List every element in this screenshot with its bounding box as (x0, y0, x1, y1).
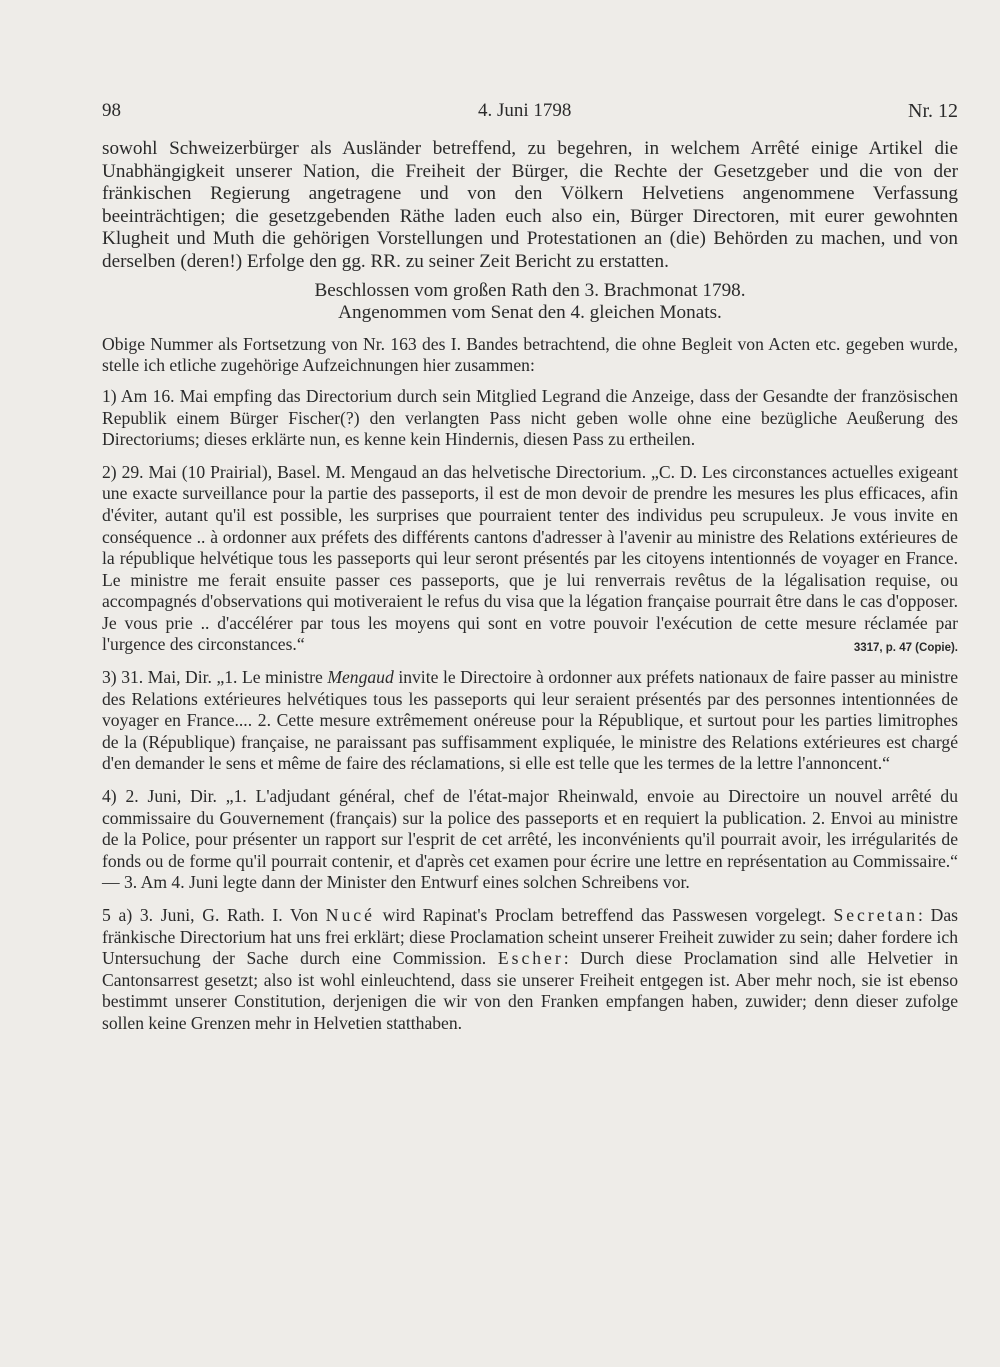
note-item-5a-start: 5 a) 3. Juni, G. Rath. I. Von (102, 905, 326, 925)
note-item-5a (102, 905, 958, 1035)
speaker-secretan: Secretan (833, 905, 919, 925)
note-item-2 (102, 462, 958, 656)
page-header (102, 100, 958, 132)
editor-intro: Obige Nummer als Fortsetzung von Nr. 163 des I. Bandes betrachtend, die ohne Begleit von Acten etc. gegeben wurde, stelle ich etliche zugehörige Aufzeichnungen hier zusammen: (102, 333, 958, 376)
note-item-3-start: 3) 31. Mai, Dir. „1. Le ministre (102, 667, 328, 688)
document-body (102, 138, 958, 1035)
note-item-3-rest: invite le Directoire à ordonner aux préfets nationaux de faire passer au ministre des Relations extérieures helvétiques tous les passeports qui leur seraient présentés par des personnes intentionnées de voyager en France.... 2. Cette mesure extrêmement onéreuse pour la République, et surtout pour les parties limitrophes de la (République) française, ne paraissant pas suffisamment expliquée, le ministre des Relations extérieures est chargé d'en demander le sens et même de faire des réclamations, si elle est telle que les termes de la lettre l'annoncent.“ (102, 667, 958, 774)
note-item-1: 1) Am 16. Mai empfing das Directorium durch sein Mitglied Legrand die Anzeige, dass der Gesandte der französischen Republik einem Bürger Fischer(?) den verlangten Pass nicht geben wolle ohne eine bezügliche Aeußerung des Directoriums; dieses erklärte nun, es kenne kein Hindernis, diesen Pass zu ertheilen. (102, 385, 958, 450)
page-number: 98 (102, 100, 121, 121)
note-item-5a-part2: wird Rapinat's Proclam betreffend das Passwesen vorgelegt. (374, 905, 834, 925)
speaker-escher: Escher (497, 948, 564, 969)
resolution-line: Beschlossen vom großen Rath den 3. Brachmonat 1798. (314, 279, 746, 301)
paragraph-continuation: sowohl Schweizerbürger als Ausländer betreffend, zu begehren, in welchem Arrêté einige Artikel die Unabhängigkeit unserer Nation, die Freiheit der Bürger, die Rechte der Gesetzgeber und die von der fränkischen Regierung angetragene und von den Völkern Helvetiens angenommene Verfassung beeinträchtigen; die gesetzgebenden Räthe laden euch also ein, Bürger Directoren, mit eurer gewohnten Klugheit und Muth die gehörigen Vorstellungen und Protestationen an (die) Behörden zu machen, und von derselben (deren!) Erfolge den gg. RR. zu seiner Zeit Bericht zu erstatten. (102, 138, 958, 272)
note-item-2-text: 2) 29. Mai (10 Prairial), Basel. M. Mengaud an das helvetische Directorium. „C. D. Les circonstances actuelles exigeant une exacte surveillance pour la partie des passeports, il est de mon devoir de prendre les mesures les plus efficaces, afin d'éviter, autant qu'il est possible, les surprises que pourraient tenter des individus peu scrupuleux. Je vous invite en conséquence .. à ordonner aux préfets des différents cantons d'adresser à l'avenir au ministre des Relations extérieures de la république helvétique tous les passeports qui leur seront présentés par les citoyens intentionnés de voyager en France. Le ministre me ferait ensuite passer ces passeports, que je lui renverrais revêtus de la légalisation requise, ou accompagnés d'observations qui motiveraient le refus du visa que la légation française pourrait être dans le cas d'opposer. Je vous prie .. d'accélérer par tous les moyens qui sont en votre pouvoir l'exécution de cette mesure réclamée par l'urgence des circonstances.“ (102, 461, 958, 655)
note-item-4: 4) 2. Juni, Dir. „1. L'adjudant général, chef de l'état-major Rheinwald, envoie au Directoire un nouvel arrêté du commissaire du Gouvernement (français) sur la police des passeports et en requiert la publication. 2. Envoi au ministre de la Police, pour présenter un rapport sur l'esprit de cet arrêté, les inconvénients qu'il pourrait avoir, les irrégularités de fonds ou de forme qu'il pourrait contenir, et d'après cet examen pour écrire une lettre en représentation au Commissaire.“ — 3. Am 4. Juni legte dann der Minister den Entwurf eines solchen Schreibens vor. (102, 786, 958, 893)
header-date: 4. Juni 1798 (478, 100, 572, 121)
acceptance-line: Angenommen vom Senat den 4. gleichen Monats. (338, 302, 722, 324)
header-number: Nr. 12 (908, 100, 958, 122)
source-citation: 3317, p. 47 (Copie). (853, 642, 958, 655)
note-item-5a-part3: : Das fränkische Directorium hat uns frei erklärt; diese Proclamation scheint unserer Freiheit zuwider zu sein; daher fordere ich Untersuchung der Sache durch eine Commission. (102, 905, 958, 969)
note-item-5a-part4: : Durch diese Proclamation sind alle Helvetier in Cantonsarrest gesetzt; also ist wohl einleuchtend, dass sie unserer Freiheit entgegen ist. Aber mehr noch, sie ist ebenso bestimmt unserer Constitution, derjenigen die wir von den Franken empfangen haben, zuwider; denn dieser zufolge sollen keine Grenzen mehr in Helvetien statthaben. (102, 948, 958, 1033)
note-item-3 (102, 667, 958, 775)
speaker-nuce: Nucé (325, 905, 375, 925)
note-item-3-name: Mengaud (327, 667, 394, 688)
